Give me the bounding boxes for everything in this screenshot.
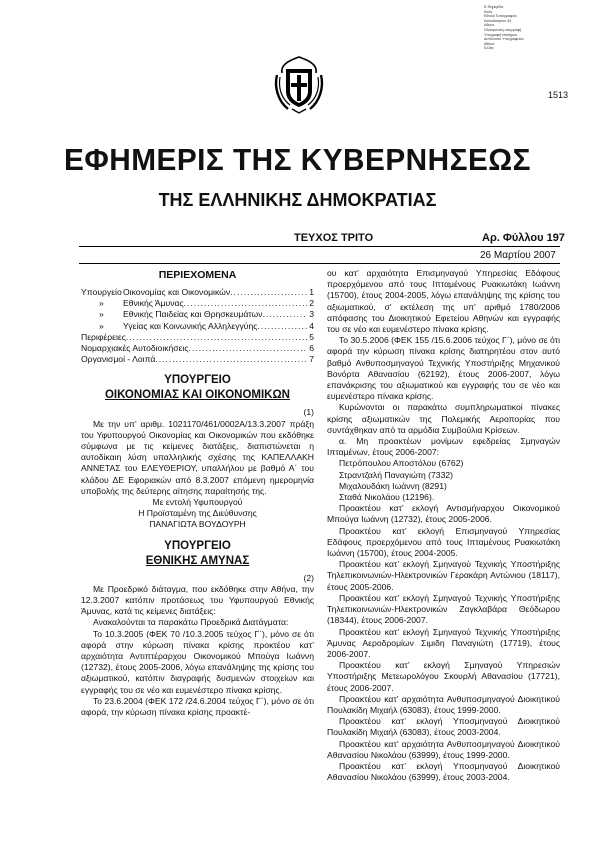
stamp-line: Αθήνα [484,23,495,28]
left-column [81,268,314,718]
stamp-line: Υπογραφή επισήμου [484,32,518,37]
decision-text: Ανακαλούνται τα παρακάτω Προεδρικά Διατάγματα: [93,617,289,628]
decision-text: Κυρώνονται οι παρακάτω συμπληρωματικοί πίνακες κρίσης αξιωματικών της Πολεμικής Αεροπορίας που συντάχθηκαν από τα αρμόδια Συμβούλια Κρίσεων. [327,402,560,435]
decision-text: Προακτέου κατ’ εκλογή Υποσμηναγού Διοικητικού Αθανασίου Νικολάου (63999), έτους 2003-2004. [327,760,560,783]
decision-text: Το 10.3.2005 (ΦΕΚ 70 /10.3.2005 τεύχος Γ΄), μόνο σε ότι αφορά στην κύρωση πίνακα κρίσης προκτέου κατ’ αρχαιότητα Αντιπτέραρχου Οικονομικού Μπούγα Ιωάννη (12732), έτους 2005-2006, λόγω επανάληψης της κρίσης του αξιωματικού, κατόπιν διαγραφής δυσμενών στοιχείων και εγγραφής του σε νέο και ευμενέστερο πίνακα κρίσης. [81,628,314,695]
section-ministry-name: ΕΘΝΙΚΗΣ ΑΜΥΝΑΣ [145,554,250,567]
toc-entry: Νομαρχιακές Αυτοδιοικήσεις ..... 6 [81,343,314,354]
decision-text: Προακτέου κατ’ εκλογή Σμηναγού Τεχνικής Υποστήριξης Άμυνας Αεροδρομίων Σιμιδη Παναγιώτη (17719), έτους 2006-2007. [327,626,560,659]
issue-type: ΤΕΥΧΟΣ ΤΡΙΤΟ [294,232,374,244]
gazette-title: ΕΦΗΜΕΡΙΣ ΤΗΣ ΚΥΒΕΡΝΗΣΕΩΣ [64,142,531,177]
stamp-line: Αθήνα [484,41,495,46]
sheet-number: Αρ. Φύλλου 197 [482,232,565,244]
issue-date: 26 Μαρτίου 2007 [480,250,556,261]
decision-text: Προακτέου κατ’ εκλογή Σμηναγού Τεχνικής Υποστήριξης Τηλεπικοινωνιών-Ηλεκτρονικών Γερακάρη Αντώνιου (18117), έτους 2005-2006. [327,559,560,592]
decision-number: (1) [303,407,314,418]
decision-text: Το 23.6.2004 (ΦΕΚ 172 /24.6.2004 τεύχος Γ΄), μόνο σε ότι αφορά, την κύρωση πίνακα κρίσης προακτέ- [81,695,314,718]
header-rule-bottom [79,263,560,264]
gazette-subtitle: ΤΗΣ ΕΛΛΗΝΙΚΗΣ ΔΗΜΟΚΡΑΤΙΑΣ [158,190,437,210]
decision-text: Προακτέου κατ’ εκλογή Επισμηναγού Υπηρεσίας Εδάφους προερχόμενου από τους Ιπταμένους Ρυακιωτάκη Ιωάννη (15700), έτους 2004-2005. [327,525,560,559]
officer-name: Σταθά Νικολάου (12196). [339,492,435,503]
signatory-name: ΠΑΝΑΓΙΩΤΑ ΒΟΥΔΟΥΡΗ [149,519,246,530]
decision-number: (2) [303,572,314,583]
stamp-line: Καποδιστρίου 34 [484,18,512,23]
decision-text: Προακτέου κατ’ εκλογή Υποσμηναγού Διοικητικού Πουλακίδη Μιχαήλ (63083), έτους 2003-2004. [327,716,560,738]
decision-text: Το 30.5.2006 (ΦΕΚ 155 /15.6.2006 τεύχος Γ΄), μόνο σε ότι αφορά την κύρωση πίνακα κρίσης διατηρητέου στον αυτό βαθμό Ανθυποσμηναγού Τεχνικής Υποστήριξης Μηχανικού Βονόρτα Αθανασίου (62192), έτους 2006-2007, λόγω επανάκρισης του αξιωματικού και εγγραφής του σε νέο και ευμενέστερο πίνακα κρίσης. [327,335,560,402]
decision-text: α. Μη προακτέων μονίμων εφεδρείας Σμηναγών Ιπταμένων, έτους 2006-2007: [327,436,560,458]
coat-of-arms-icon [272,55,326,115]
officer-name: Στραντζαλή Παναγιώτη (7332) [339,469,454,480]
section-ministry-label: ΥΠΟΥΡΓΕΙΟ [164,539,231,552]
right-column [327,268,560,783]
signature-line: Η Προϊσταμένη της Διεύθυνσης [138,508,257,519]
page-number: 1513 [548,90,569,100]
toc-entry: Υπουργείο Οικονομίας και Οικονομικών ..... 1 [81,287,314,298]
stamp-line: Ηλεκτρονική υπογραφή [484,27,522,32]
decision-text: Προακτέου κατ’ αρχαιότητα Ανθυποσμηναγού Διοικητικού Αθανασίου Νικολάου (63999), έτους 1999-2000. [327,738,560,760]
toc-heading: ΠΕΡΙΕΧΟΜΕΝΑ [158,269,237,281]
section-ministry-label: ΥΠΟΥΡΓΕΙΟ [164,374,231,387]
section-ministry-name: ΟΙΚΟΝΟΜΙΑΣ ΚΑΙ ΟΙΚΟΝΟΜΙΚΩΝ [104,389,290,402]
digital-signature-stamp [484,5,546,51]
toc-entry: » Εθνικής Άμυνας ..... 2 [81,298,314,309]
decision-text: Προακτέου κατ’ αρχαιότητα Ανθυποσμηναγού Διοικητικού Πουλακίδη Μιχαήλ (63083), έτους 1999-2000. [327,693,560,715]
stamp-line: Ελλάς [484,46,494,51]
stamp-line: Ε-Φημερίδα [484,5,504,9]
toc-entry: Περιφέρειες ..... 5 [81,332,314,343]
decision-text: Προακτέου κατ’ εκλογή Αντισμήναρχου Οικονομικού Μπούγα Ιωάννη (12732), έτους 2005-2006. [327,503,560,525]
decision-text: ου κατ’ αρχαιότητα Επισμηναγού Υπηρεσίας Εδάφους προερχόμενου από τους Ιπταμένους Ρυακιωτάκη Ιωάννη (15700), έτους 2004-2005, λόγω επανάληψης της κρίσης του αξιωματικού, σ’ εκτέλεση της υπ’ αριθμό 1780/2006 απόφασης του Διοικητικού Εφετείου Αθηνών και εγγραφής του σε νέο και ευμενέστερο πίνακα κρίσης. [327,268,560,335]
decision-text: Προακτέου κατ’ εκλογή Σμηναγού Υπηρεσιών Υποστήριξης Μετεωρολόγου Σκουρλή Αθανασίου (17721), έτους 2006-2007. [327,660,560,693]
toc-entry: » Εθνικής Παιδείας και Θρησκευμάτων ..... 3 [81,309,314,320]
decision-text: Προακτέου κατ’ εκλογή Σμηναγού Τεχνικής Υποστήριξης Τηλεπικοινωνιών-Ηλεκτρονικών Ζαγκλαβάρα Θεόδωρου (18344), έτους 2006-2007. [327,592,560,626]
officer-name: Πετρόπουλου Αποστόλου (6762) [339,458,464,469]
stamp-line: Εθνικό Τυπογραφείο [484,14,517,19]
decision-text: Με την υπ’ αριθμ. 1021170/461/0002Α/13.3.2007 πράξη του Υφυπουργού Οικονομίας και Οικονομικών που εκδόθηκε σύμφωνα με τις κείμενες διατάξεις, διαπιστώνεται η αυτοδίκαιη λύση υπαλληλικής σχέσης της ΚΑΠΕΛΛΑΚΗ ΑΝΝΕΤΑΣ του ΕΛΕΥΘΕΡΙΟΥ, υπαλλήλου με βαθμό Α΄ του κλάδου ΔΕ Εφοριακών από 8.3.2007 επόμενη ημερομηνία υποβολής της δεύτερης αίτησης παραίτησής της. [81,418,314,496]
stamp-line: Διπλότυπο Υπογραφείου [484,37,524,42]
signature-line: Με εντολή Υφυπουργού [152,497,243,508]
stamp-line: Καλή [484,9,493,14]
officer-name: Μιχαλουδάκη Ιωάννη (8291) [339,480,447,491]
toc-entry: » Υγείας και Κοινωνικής Αλληλεγγύης ..... 4 [81,321,314,332]
header-rule [79,246,560,247]
decision-text: Με Προεδρικό διάταγμα, που εκδόθηκε στην Αθήνα, την 12.3.2007 κατόπιν προτάσεως του Υφυπουργού Εθνικής Άμυνας, κατά τις κείμενες διατάξεις: [81,583,314,617]
toc-entry: Οργανισμοί - Λοιπά ..... 7 [81,354,314,365]
